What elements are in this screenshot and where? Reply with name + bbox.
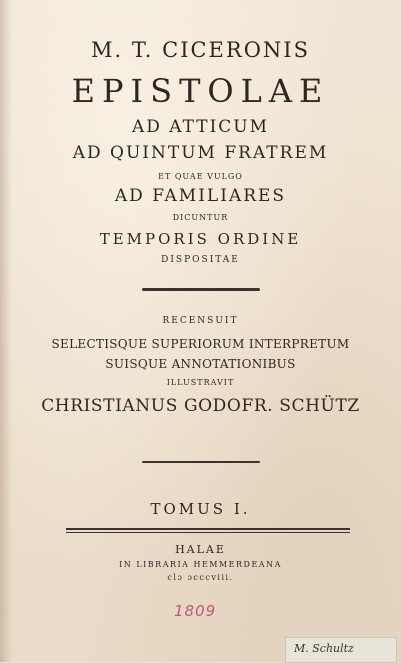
subtitle-ad-quintum: AD QUINTUM FRATREM (72, 143, 329, 163)
author-name: M. T. CICERONIS (91, 38, 310, 62)
double-rule-top (66, 528, 350, 530)
subtitle-dicuntur: DICUNTUR (172, 213, 229, 222)
subtitle-ad-atticum: AD ATTICUM (131, 117, 270, 137)
subtitle-dispositae: DISPOSITAE (161, 255, 240, 265)
book-title: EPISTOLAE (71, 72, 330, 110)
imprint-printer: IN LIBRARIA HEMMERDEANA (119, 560, 282, 569)
imprint-place: HALAE (175, 543, 226, 556)
volume-number: TOMUS I. (150, 500, 251, 518)
stamp-signature: M. Schultz (294, 642, 354, 655)
imprint-year: clɔ ɔcccviii. (167, 573, 234, 582)
subtitle-temporis-ordine: TEMPORIS ORDINE (99, 230, 302, 248)
line-selectisque: SELECTISQUE SUPERIORUM INTERPRETUM (51, 337, 350, 351)
line-recensuit: RECENSUIT (162, 316, 239, 326)
subtitle-et-quae-vulgo: ET QUAE VULGO (158, 172, 243, 181)
subtitle-ad-familiares: AD FAMILIARES (114, 186, 287, 206)
ownership-stamp (285, 637, 397, 663)
divider-rule (142, 288, 260, 291)
line-suisque: SUISQUE ANNOTATIONIBUS (105, 357, 296, 371)
handwritten-year: 1809 (174, 602, 217, 620)
editor-name: CHRISTIANUS GODOFR. SCHÜTZ (41, 396, 360, 416)
double-rule-bottom (66, 532, 350, 533)
divider-rule (142, 461, 260, 463)
line-illustravit: ILLUSTRAVIT (166, 378, 235, 387)
